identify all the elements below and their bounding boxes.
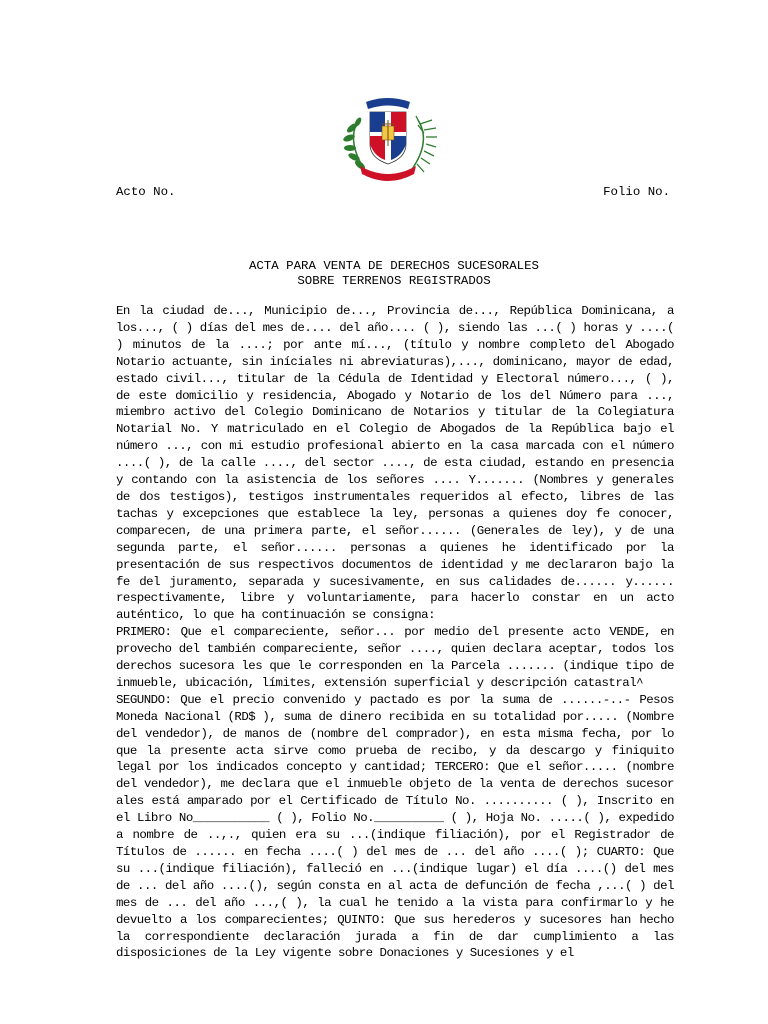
paragraph-segundo: SEGUNDO: Que el precio convenido y pactado es por la suma de ......-..- Pesos Moneda Nacional (RD$ ), suma de dinero recibida en su totalidad por..... (Nombre del vendedor), de manos de (nombre del comprador), en esta misma fecha, por lo que la presente acta sirve como prueba de recibo, y da descargo y finiquito legal por los indicados concepto y cantidad; TERCERO: Que el señor..... (nombre del vendedor), me declara que el inmueble objeto de la venta de derechos sucesor ales está amparado por el Certificado de Título No. .......... ( ), Inscrito en el Libro No___________ ( ), Folio No.__________ ( ), Hoja No. .....( ), expedido a nombre de ..,., quien era su ...(indique filiación), por el Registrador de Títulos de ...... en fecha ....( ) del mes de ... del año ....( ); CUARTO: Que su ...(indique filiación), falleció en ...(indique lugar) el día ....() del mes de ... del año ....(), según consta en al acta de defunción de fecha ,...( ) del mes de ... del año ...,( ), la cual he tenido a la vista para confirmarlo y he devuelto a los comparecientes; QUINTO: Que sus herederos y sucesores han hecho la correspondiente declaración jurada a fin de dar cumplimiento a las disposiciones de la Ley vigente sobre Donaciones y Sucesiones y el [116,692,674,961]
coat-of-arms-icon [338,92,438,184]
paragraph-intro: En la ciudad de..., Municipio de..., Provincia de..., República Dominicana, a los..., ( ) días del mes de.... del año.... ( ), siendo las ...( ) horas y ....( ) minutos de la ....; por ante mí..., (título y nombre completo del Abogado Notario actuante, sin iníciales ni abreviaturas),..., dominicano, mayor de edad, estado civil..., titular de la Cédula de Identidad y Electoral número..., ( ), de este domicilio y residencia, Abogado y Notario de los del Número para ..., miembro activo del Colegio Dominicano de Notarios y titular de la Colegiatura Notarial No. Y matriculado en el Colegio de Abogados de la República bajo el número ..., con mi estudio profesional abierto en la casa marcada con el número ....( ), de la calle ...., del sector ...., de esta ciudad, estando en presencia y contando con la asistencia de los señores .... Y....... (Nombres y generales de dos testigos), testigos instrumentales requeridos al efecto, libres de las tachas y excepciones que establece la ley, personas a quienes doy fe conocer, comparecen, de una primera parte, el señor...... (Generales de ley), y de una segunda parte, el señor...... personas a quienes he identificado por la presentación de sus respectivos documentos de identidad y me declararon bajo la fe del juramento, separada y sucesivamente, en sus calidades de...... y...... respectivamente, libre y voluntariamente, para hacerlo constar en un acto auténtico, lo que ha continuación se consigna: [116,304,674,623]
document-title [116,259,672,289]
title-line-1: ACTA PARA VENTA DE DERECHOS SUCESORALES [249,259,539,273]
act-header [116,185,670,201]
document-body [116,303,674,962]
acto-label: Acto No. [116,185,176,199]
title-line-2: SOBRE TERRENOS REGISTRADOS [297,274,491,288]
paragraph-primero: PRIMERO: Que el compareciente, señor... por medio del presente acto VENDE, en provecho del también compareciente, señor ...., quien declara aceptar, todos los derechos sucesora les que le corresponden en la Parcela ....... (indique tipo de inmueble, ubicación, límites, extensión superficial y descripción catastral^ [116,625,674,690]
folio-label: Folio No. [603,185,670,199]
